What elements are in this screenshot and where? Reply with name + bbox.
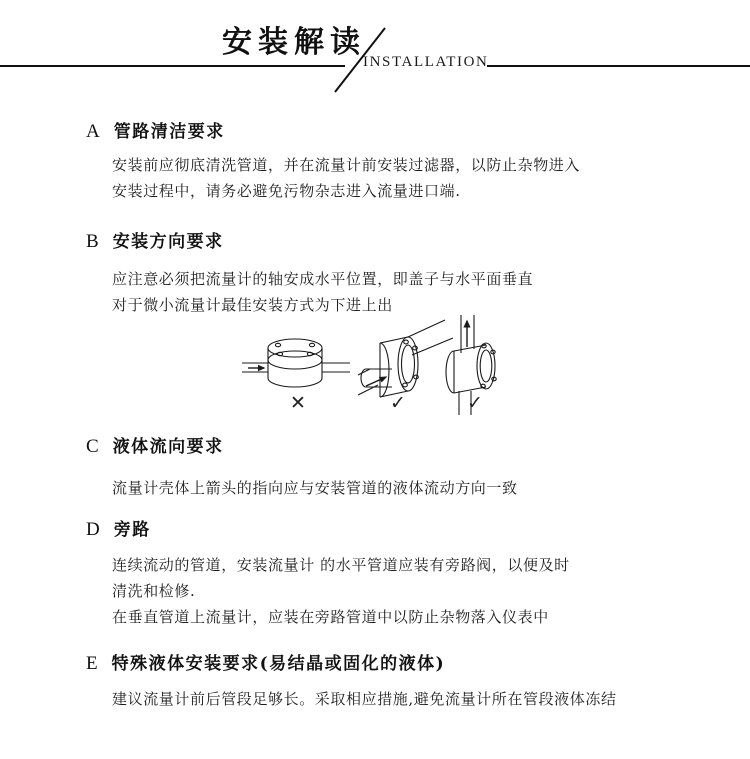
page-title-chinese: 安装解读 [222, 25, 366, 60]
section-d-line-3: 在垂直管道上流量计，应装在旁路管道中以防止杂物落入仪表中 [112, 608, 549, 626]
section-e-body [112, 686, 712, 712]
section-c-line-1: 流量计壳体上箭头的指向应与安装管道的液体流动方向一致 [112, 479, 518, 497]
section-e-line-1: 建议流量计前后管段足够长。采取相应措施,避免流量计所在管段液体冻结 [112, 690, 617, 708]
section-b-line-2: 对于微小流量计最佳安装方式为下进上出 [112, 296, 393, 314]
section-d-line-1: 连续流动的管道，安装流量计 的水平管道应装有旁路阀，以便及时 [112, 556, 570, 574]
section-b-line-1: 应注意必须把流量计的轴安成水平位置，即盖子与水平面垂直 [112, 270, 534, 288]
section-d-body [112, 552, 712, 630]
section-c-letter: C [86, 436, 99, 457]
section-e-letter: E [86, 653, 98, 674]
mark-incorrect-figure-1: ✕ [290, 392, 306, 414]
section-a-body [112, 152, 712, 204]
mark-correct-figure-2: ✓ [390, 392, 406, 414]
section-a-heading [86, 120, 225, 144]
header-rule-left [0, 65, 345, 67]
section-b-letter: B [86, 231, 99, 252]
section-b-body [112, 266, 712, 318]
flowmeter-inclined-figure [358, 320, 453, 397]
section-e-heading [86, 652, 445, 676]
section-c-heading [86, 435, 224, 459]
section-a-title: 管路清洁要求 [113, 122, 225, 142]
section-c-body [112, 475, 712, 501]
section-a-letter: A [86, 121, 100, 142]
section-b-title: 安装方向要求 [112, 232, 224, 252]
page-title-english: INSTALLATION [363, 54, 489, 70]
section-a-line-1: 安装前应彻底清洗管道，并在流量计前安装过滤器，以防止杂物进入 [112, 156, 581, 174]
section-e-title: 特殊液体安装要求(易结晶或固化的液体) [111, 654, 446, 674]
flowmeter-horizontal-flat-figure [242, 339, 350, 387]
mark-correct-figure-3: ✓ [467, 392, 483, 414]
section-a-line-2: 安装过程中，请务必避免污物杂志进入流量进口端. [112, 182, 461, 200]
header-rule-right [487, 65, 750, 67]
section-d-title: 旁路 [113, 520, 151, 540]
page-header [0, 0, 750, 100]
section-d-heading [86, 518, 151, 542]
section-b-heading [86, 230, 224, 254]
diagram-marks-row [240, 392, 540, 418]
section-c-title: 液体流向要求 [112, 437, 224, 457]
section-d-line-2: 清洗和检修. [112, 582, 196, 600]
section-d-letter: D [86, 519, 100, 540]
